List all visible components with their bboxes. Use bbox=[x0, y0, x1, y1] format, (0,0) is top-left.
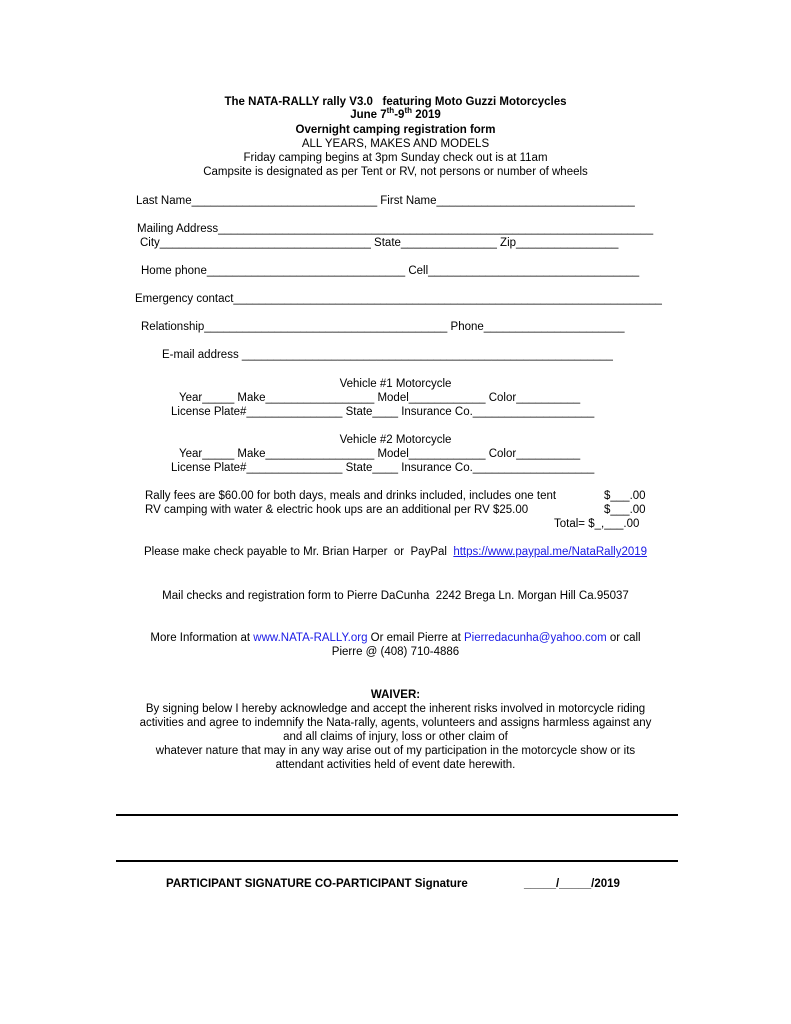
date-sup-1: th bbox=[386, 106, 395, 116]
vehicle2-license-row[interactable]: License Plate#_______________ State____ Insurance Co.___________________ bbox=[171, 462, 595, 474]
waiver-line: attendant activities held of event date herewith. bbox=[275, 759, 516, 771]
email-link[interactable]: Pierredacunha@yahoo.com bbox=[463, 632, 607, 644]
phone-field-row[interactable]: Home phone_______________________________ Cell_________________________________ bbox=[141, 265, 640, 277]
waiver-line: and all claims of injury, loss or other claim of bbox=[283, 731, 508, 743]
rv-fee-text: RV camping with water & electric hook ups are an additional per RV $25.00 bbox=[145, 504, 529, 516]
date-mid: -9 bbox=[394, 109, 405, 121]
participant-signature-line[interactable] bbox=[116, 814, 678, 816]
rv-fee-amount[interactable]: $___.00 bbox=[604, 504, 646, 516]
relationship-phone-row[interactable]: Relationship______________________________________ Phone______________________ bbox=[141, 321, 625, 333]
payment-line bbox=[0, 545, 791, 559]
campsite-line: Campsite is designated as per Tent or RV, not persons or number of wheels bbox=[203, 166, 588, 178]
date-suffix: 2019 bbox=[412, 109, 441, 121]
vehicle1-title: Vehicle #1 Motorcycle bbox=[339, 378, 452, 390]
date-prefix: June 7 bbox=[350, 109, 387, 121]
website-link[interactable]: www.NATA-RALLY.org bbox=[253, 632, 368, 644]
info-suffix: or call bbox=[606, 632, 641, 644]
info-prefix: More Information at bbox=[150, 632, 254, 644]
total-amount[interactable]: Total= $_,___.00 bbox=[554, 518, 640, 530]
vehicle2-title: Vehicle #2 Motorcycle bbox=[339, 434, 452, 446]
years-line: ALL YEARS, MAKES AND MODELS bbox=[301, 138, 490, 150]
form-header-title: The NATA-RALLY rally V3.0 featuring Moto Guzzi Motorcycles bbox=[224, 96, 567, 108]
rally-fee-amount[interactable]: $___.00 bbox=[604, 490, 646, 502]
city-state-zip-row[interactable]: City_________________________________ State_______________ Zip________________ bbox=[140, 237, 619, 249]
vehicle1-details-row[interactable]: Year_____ Make_________________ Model____________ Color__________ bbox=[179, 392, 581, 404]
waiver-line: activities and agree to indemnify the Nata-rally, agents, volunteers and assigns harmless against any bbox=[139, 717, 652, 729]
event-dates bbox=[0, 108, 791, 122]
mail-instructions: Mail checks and registration form to Pierre DaCunha 2242 Brega Ln. Morgan Hill Ca.95037 bbox=[162, 590, 629, 602]
checkin-line: Friday camping begins at 3pm Sunday check out is at 11am bbox=[243, 152, 548, 164]
phone-contact-line: Pierre @ (408) 710-4886 bbox=[331, 646, 460, 658]
email-field[interactable]: E-mail address __________________________________________________________ bbox=[162, 349, 613, 361]
vehicle2-details-row[interactable]: Year_____ Make_________________ Model____________ Color__________ bbox=[179, 448, 581, 460]
info-line bbox=[0, 631, 791, 645]
emergency-contact-field[interactable]: Emergency contact___________________________________________________________________ bbox=[135, 293, 662, 305]
paypal-link[interactable]: https://www.paypal.me/NataRally2019 bbox=[453, 546, 648, 558]
info-middle: Or email Pierre at bbox=[367, 632, 464, 644]
waiver-line: whatever nature that may in any way arise out of my participation in the motorcycle show or its bbox=[155, 745, 636, 757]
signature-date-field[interactable]: _____/_____/2019 bbox=[524, 878, 620, 890]
vehicle1-license-row[interactable]: License Plate#_______________ State____ Insurance Co.___________________ bbox=[171, 406, 595, 418]
payment-text: Please make check payable to Mr. Brian Harper or PayPal bbox=[143, 546, 454, 558]
rally-fee-text: Rally fees are $60.00 for both days, meals and drinks included, includes one tent bbox=[145, 490, 557, 502]
mailing-address-field[interactable]: Mailing Address____________________________________________________________________ bbox=[137, 223, 654, 235]
waiver-title: WAIVER: bbox=[370, 689, 421, 701]
date-sup-2: th bbox=[404, 106, 412, 116]
co-participant-signature-line[interactable] bbox=[116, 860, 678, 862]
form-title: Overnight camping registration form bbox=[295, 124, 496, 136]
signature-label: PARTICIPANT SIGNATURE CO-PARTICIPANT Signature bbox=[166, 878, 468, 890]
waiver-line: By signing below I hereby acknowledge and accept the inherent risks involved in motorcycle riding bbox=[145, 703, 646, 715]
name-field-row[interactable]: Last Name_____________________________ First Name_______________________________ bbox=[136, 195, 635, 207]
